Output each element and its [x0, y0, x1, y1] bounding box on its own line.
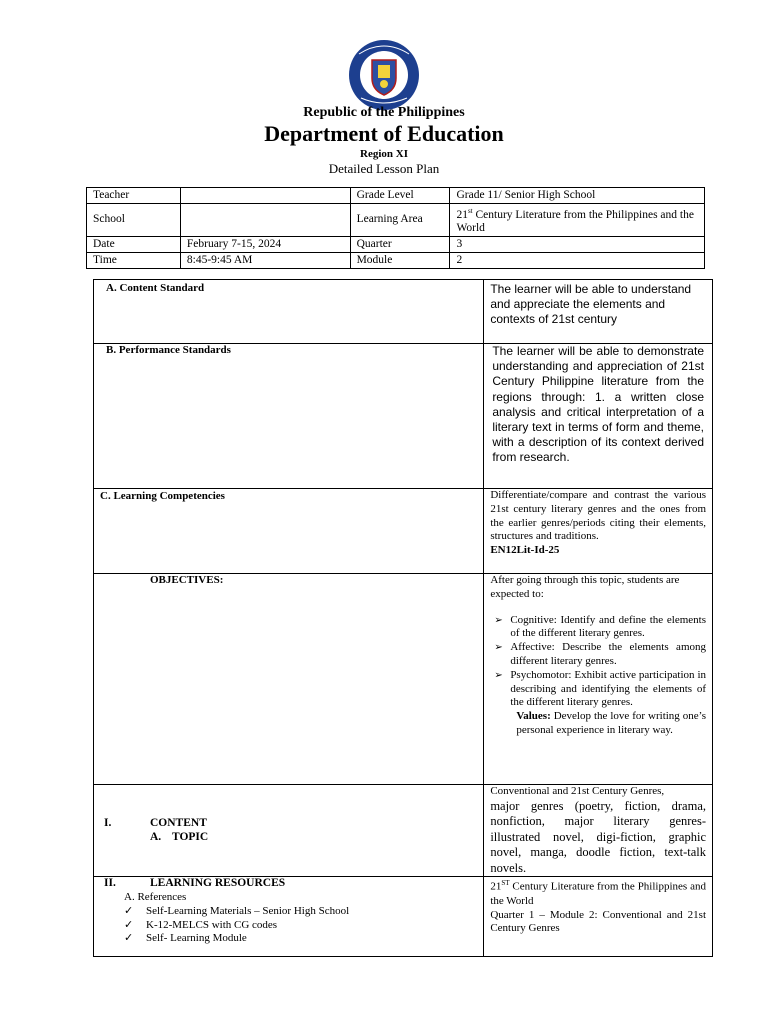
grade-value: Grade 11/ Senior High School	[450, 188, 705, 204]
topic-label: TOPIC	[172, 830, 209, 843]
list-item: ✓ Self-Learning Materials – Senior High School	[124, 904, 350, 917]
content-standard-label: A. Content Standard	[94, 280, 484, 344]
table-row	[94, 785, 713, 877]
table-row	[94, 280, 713, 344]
learning-resources-cell: II. LEARNING RESOURCES A. References ✓ Self-Learning Materials – Senior High School ✓ K-12-MELCS with CG codes ✓ Self- Learning Module	[94, 877, 484, 957]
table-row	[87, 236, 705, 252]
objectives-label: OBJECTIVES:	[94, 574, 484, 785]
department-heading: Department of Education	[264, 121, 504, 146]
performance-standards-label: B. Performance Standards	[94, 344, 484, 489]
date-label: Date	[87, 236, 181, 252]
table-row	[94, 877, 713, 957]
performance-standards-text: The learner will be able to demonstrate understanding and appreciation of 21st Century Philippine literature from the regions through: 1. a written close analysis and critical interpretation of a literary text in terms of form and theme, with a description of its context derived from research.	[492, 344, 704, 465]
list-item: ✓ Self- Learning Module	[124, 932, 247, 945]
table-row	[87, 252, 705, 268]
grade-label: Grade Level	[350, 188, 450, 204]
list-item: ➢ Cognitive: Identify and define the elements of the different literary genres.	[510, 614, 706, 642]
time-label: Time	[87, 252, 181, 268]
content-label: CONTENT	[150, 816, 207, 829]
teacher-value	[180, 188, 350, 204]
table-row	[94, 344, 713, 489]
lesson-info-table	[86, 187, 705, 269]
learning-area-value: 21st Century Literature from the Philippines and the World	[450, 204, 705, 237]
content-standard-cell	[484, 280, 713, 344]
list-item: ➢ Affective: Describe the elements among different literary genres.	[510, 641, 706, 669]
quarter-value: 3	[450, 236, 705, 252]
objectives-values: Values: Develop the love for writing one’s personal experience in literary way.	[516, 710, 706, 736]
school-value	[180, 204, 350, 237]
time-value: 8:45-9:45 AM	[180, 252, 350, 268]
content-standard-text: The learner will be able to understand and appreciate the elements and contexts of 21st century	[490, 282, 692, 326]
module-value: 2	[450, 252, 705, 268]
deped-seal	[339, 38, 429, 112]
content-label-cell: I. CONTENT A. TOPIC	[94, 785, 484, 877]
content-line1: Conventional and 21st Century Genres,	[490, 785, 665, 797]
resources-title: 21ST Century Literature from the Philippines and the World	[490, 879, 706, 907]
region-heading: Region XI	[360, 148, 408, 160]
learning-area-label: Learning Area	[350, 204, 450, 237]
republic-heading: Republic of the Philippines	[303, 105, 465, 120]
teacher-label: Teacher	[87, 188, 181, 204]
table-row	[94, 574, 713, 785]
resources-right-cell	[484, 877, 713, 957]
learning-competencies-label: C. Learning Competencies	[94, 489, 484, 574]
competency-code: EN12Lit-Id-25	[490, 544, 560, 557]
objectives-list	[484, 614, 712, 711]
document-type: Detailed Lesson Plan	[328, 161, 440, 176]
content-topic-cell	[484, 785, 713, 877]
performance-standards-cell	[484, 344, 713, 489]
content-topic-text: major genres (poetry, fiction, drama, nonfiction, major literary genres- illustrated novel, digi-fiction, graphic novel, manga, doodle fiction, text-talk novels.	[490, 798, 706, 875]
table-row	[94, 489, 713, 574]
date-value: February 7-15, 2024	[180, 236, 350, 252]
learning-competencies-cell	[484, 489, 713, 574]
list-item: ➢ Psychomotor: Exhibit active participation in describing and identifying the elements of the different literary genres.	[510, 669, 706, 710]
school-label: School	[87, 204, 181, 237]
module-label: Module	[350, 252, 450, 268]
table-row	[87, 204, 705, 237]
quarter-label: Quarter	[350, 236, 450, 252]
learning-competencies-text: Differentiate/compare and contrast the various 21st century literary genres and the ones from the earlier genres/periods citing their elements, structures and traditions.	[490, 489, 706, 543]
resources-module: Quarter 1 – Module 2: Conventional and 21st Century Genres	[490, 908, 706, 935]
lesson-plan-table	[93, 279, 713, 957]
learning-resources-label: LEARNING RESOURCES	[150, 877, 286, 890]
table-row	[87, 188, 705, 204]
objectives-cell	[484, 574, 713, 785]
references-list	[94, 905, 483, 946]
objectives-intro: After going through this topic, students are expected to:	[490, 574, 680, 600]
list-item: ✓ K-12-MELCS with CG codes	[124, 918, 278, 931]
references-label: A. References	[124, 891, 187, 904]
